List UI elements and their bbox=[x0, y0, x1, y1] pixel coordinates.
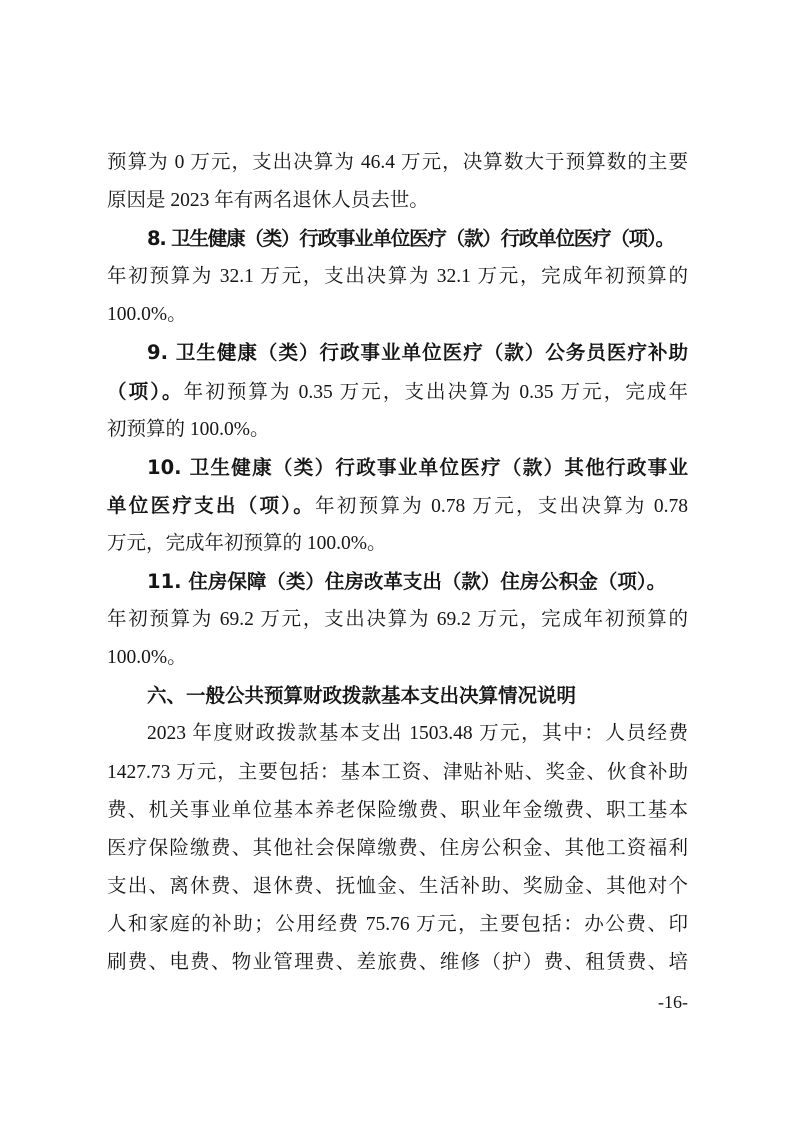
section-6-heading: 六、一般公共预算财政拨款基本支出决算情况说明 bbox=[147, 684, 577, 708]
section-6-line-7: 刷费、电费、物业管理费、差旅费、维修（护）费、租赁费、培 bbox=[107, 951, 688, 973]
item-10-line-2: 万元，完成年初预算的 100.0%。 bbox=[107, 532, 387, 554]
item-11-title: 11. 住房保障（类）住房改革支出（款）住房公积金（项）。 bbox=[147, 570, 667, 594]
paragraph-1-line-1: 预算为 0 万元，支出决算为 46.4 万元，决算数大于预算数的主要 bbox=[107, 152, 688, 173]
paragraph-1-line-2: 原因是 2023 年有两名退休人员去世。 bbox=[107, 190, 429, 212]
item-9-title-line-1: 9. 卫生健康（类）行政事业单位医疗（款）公务员医疗补助 bbox=[147, 341, 688, 365]
page-number: -16- bbox=[658, 992, 688, 1012]
item-8-line-1: 年初预算为 32.1 万元，支出决算为 32.1 万元，完成年初预算的 bbox=[107, 266, 688, 288]
item-11-line-2: 100.0%。 bbox=[107, 647, 187, 669]
item-8-title: 8. 卫生健康（类）行政事业单位医疗（款）行政单位医疗（项）。 bbox=[147, 227, 674, 251]
item-8-line-2: 100.0%。 bbox=[107, 304, 187, 326]
item-10-line-1: 年初预算为 0.78 万元，支出决算为 0.78 bbox=[315, 495, 688, 517]
item-9-title-line-2: （项）。 bbox=[107, 379, 184, 403]
item-10-mixed-line bbox=[107, 487, 688, 525]
section-6-line-5: 支出、离休费、退休费、抚恤金、生活补助、奖励金、其他对个 bbox=[107, 875, 688, 897]
item-10-title-line-1: 10. 卫生健康（类）行政事业单位医疗（款）其他行政事业 bbox=[147, 455, 688, 479]
section-6-line-1: 2023 年度财政拨款基本支出 1503.48 万元，其中：人员经费 bbox=[147, 723, 688, 745]
section-6-line-4: 医疗保险缴费、其他社会保障缴费、住房公积金、其他工资福利 bbox=[107, 837, 688, 859]
section-6-line-6: 人和家庭的补助；公用经费 75.76 万元，主要包括：办公费、印 bbox=[107, 913, 688, 935]
item-10-title-line-2: 单位医疗支出（项）。 bbox=[107, 493, 316, 517]
item-9-line-1: 年初预算为 0.35 万元，支出决算为 0.35 万元，完成年 bbox=[183, 381, 688, 403]
item-9-mixed-line bbox=[107, 373, 688, 411]
item-9-line-2: 初预算的 100.0%。 bbox=[107, 418, 270, 440]
section-6-line-3: 费、机关事业单位基本养老保险缴费、职业年金缴费、职工基本 bbox=[107, 799, 688, 821]
body-text bbox=[107, 144, 688, 982]
section-6-line-2: 1427.73 万元，主要包括：基本工资、津贴补贴、奖金、伙食补助 bbox=[107, 761, 688, 783]
item-11-line-1: 年初预算为 69.2 万元，支出决算为 69.2 万元，完成年初预算的 bbox=[107, 609, 688, 631]
